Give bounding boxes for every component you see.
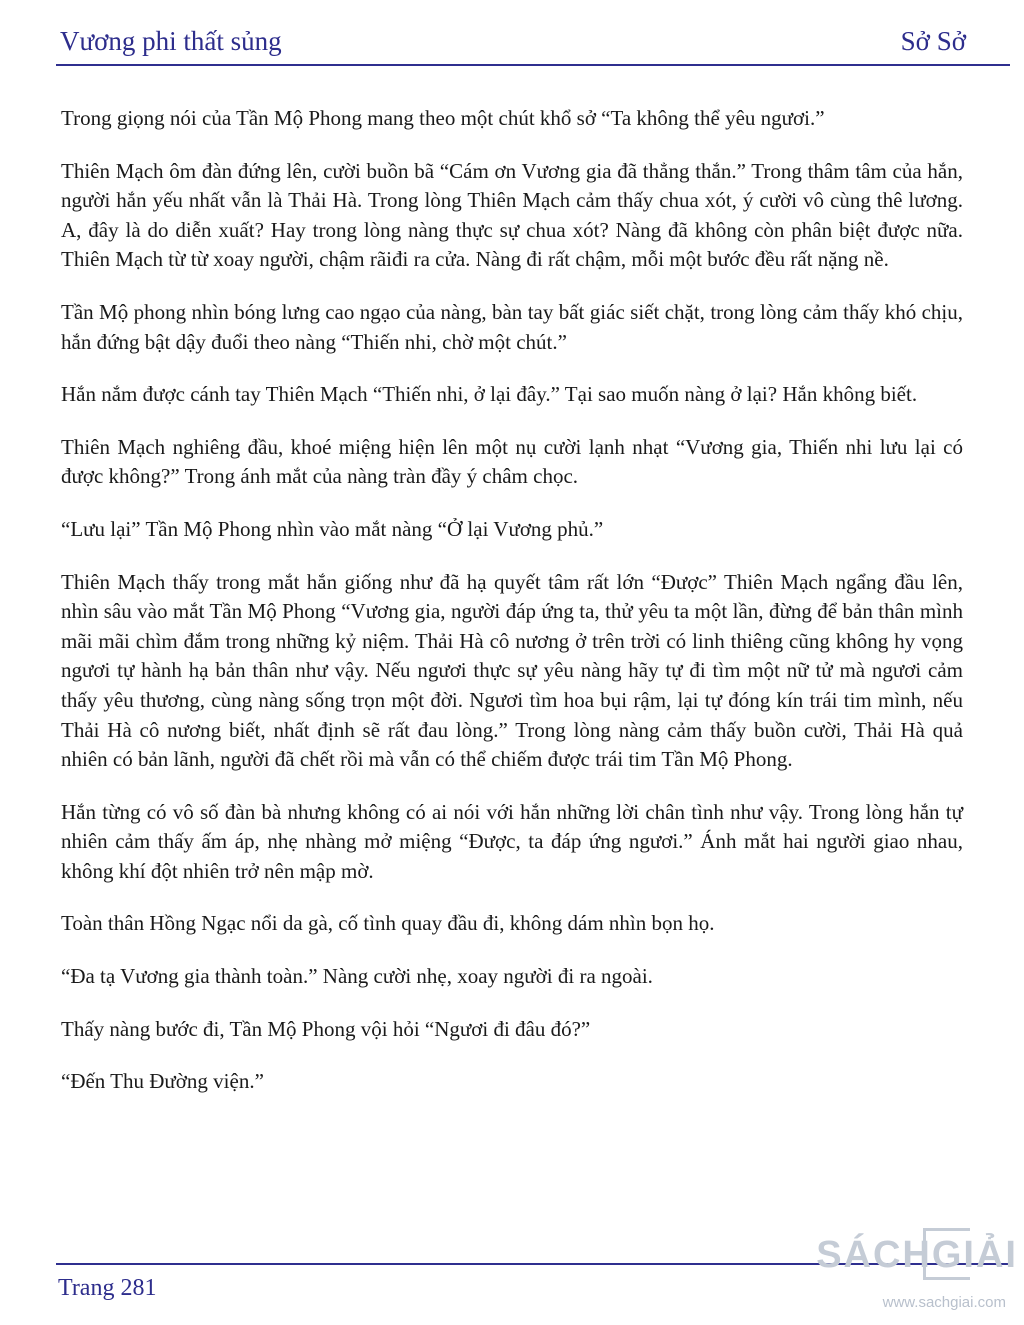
book-title: Vương phi thất sủng <box>60 26 282 56</box>
paragraph: “Lưu lại” Tần Mộ Phong nhìn vào mắt nàng “Ở lại Vương phủ.” <box>61 516 604 541</box>
paragraph: Thiên Mạch thấy trong mắt hắn giống như đã hạ quyết tâm rất lớn “Được” Thiên Mạch ngẩng đầu lên, nhìn sâu vào mắt Tần Mộ Phong “Vương gia, người đáp ứng ta, thử yêu ta một lần, đừng để bản thân mình mãi mãi chìm đắm trong những kỷ niệm. Thải Hà cô nương ở trên trời có linh thiêng cũng không hy vọng ngươi tự hành hạ bản thân như vậy. Nếu ngươi thực sự yêu nàng hãy tự đi tìm một nữ tử mà ngươi cảm thấy yêu thương, cùng nàng sống trọn một đời. Ngươi tìm hoa bụi rậm, lại tự đóng kín trái tim mình, nếu Thải Hà cô nương biết, nhất định sẽ rất đau lòng.” Trong lòng nàng cảm thấy buồn cười, Thải Hà quả nhiên có bản lãnh, người đã chết rồi mà vẫn có thể chiếm được trái tim Tần Mộ Phong. <box>61 569 963 772</box>
paragraph: Toàn thân Hồng Ngạc nổi da gà, cố tình quay đầu đi, không dám nhìn bọn họ. <box>61 911 715 936</box>
paragraph: Trong giọng nói của Tần Mộ Phong mang theo một chút khổ sở “Ta không thể yêu ngươi.” <box>61 106 825 130</box>
chapter-body <box>61 104 963 1120</box>
paragraph: Thấy nàng bước đi, Tần Mộ Phong vội hỏi “Ngươi đi đâu đó?” <box>61 1016 591 1041</box>
author-name: Sở Sở <box>900 26 966 56</box>
paragraph: Thiên Mạch ôm đàn đứng lên, cười buồn bã “Cám ơn Vương gia đã thẳng thắn.” Trong thâm tâm của hắn, người hắn yếu nhất vẫn là Thải Hà. Trong lòng Thiên Mạch cảm thấy chua xót, ý cười vô cùng thê lương. A, đây là do diễn xuất? Hay trong lòng nàng thực sự chua xót? Nàng đã không còn phân biệt được nữa. Thiên Mạch từ từ xoay người, chậm rãiđi ra cửa. Nàng đi rất chậm, mỗi một bước đều rất nặng nề. <box>61 158 963 272</box>
page-header <box>56 24 1010 66</box>
page-number: Trang 281 <box>58 1275 157 1301</box>
paragraph: Hắn nắm được cánh tay Thiên Mạch “Thiến nhi, ở lại đây.” Tại sao muốn nàng ở lại? Hắn không biết. <box>61 382 918 407</box>
watermark <box>816 1228 1018 1318</box>
paragraph: Hắn từng có vô số đàn bà nhưng không có ai nói với hắn những lời chân tình như vậy. Trong lòng hắn tự nhiên cảm thấy ấm áp, nhẹ nhàng mở miệng “Được, ta đáp ứng ngươi.” Ánh mắt hai người giao nhau, không khí đột nhiên trở nên mập mờ. <box>61 799 963 883</box>
watermark-url: www.sachgiai.com <box>882 1294 1006 1311</box>
watermark-logo: SÁCHGIẢI <box>816 1234 1018 1276</box>
paragraph: “Đa tạ Vương gia thành toàn.” Nàng cười nhẹ, xoay người đi ra ngoài. <box>61 964 653 989</box>
paragraph: “Đến Thu Đường viện.” <box>61 1069 264 1094</box>
paragraph: Tần Mộ phong nhìn bóng lưng cao ngạo của nàng, bàn tay bất giác siết chặt, trong lòng cảm thấy khó chịu, hắn đứng bật dậy đuổi theo nàng “Thiến nhi, chờ một chút.” <box>61 299 963 354</box>
paragraph: Thiên Mạch nghiêng đầu, khoé miệng hiện lên một nụ cười lạnh nhạt “Vương gia, Thiến nhi lưu lại có được không?” Trong ánh mắt của nàng tràn đầy ý châm chọc. <box>61 434 963 489</box>
